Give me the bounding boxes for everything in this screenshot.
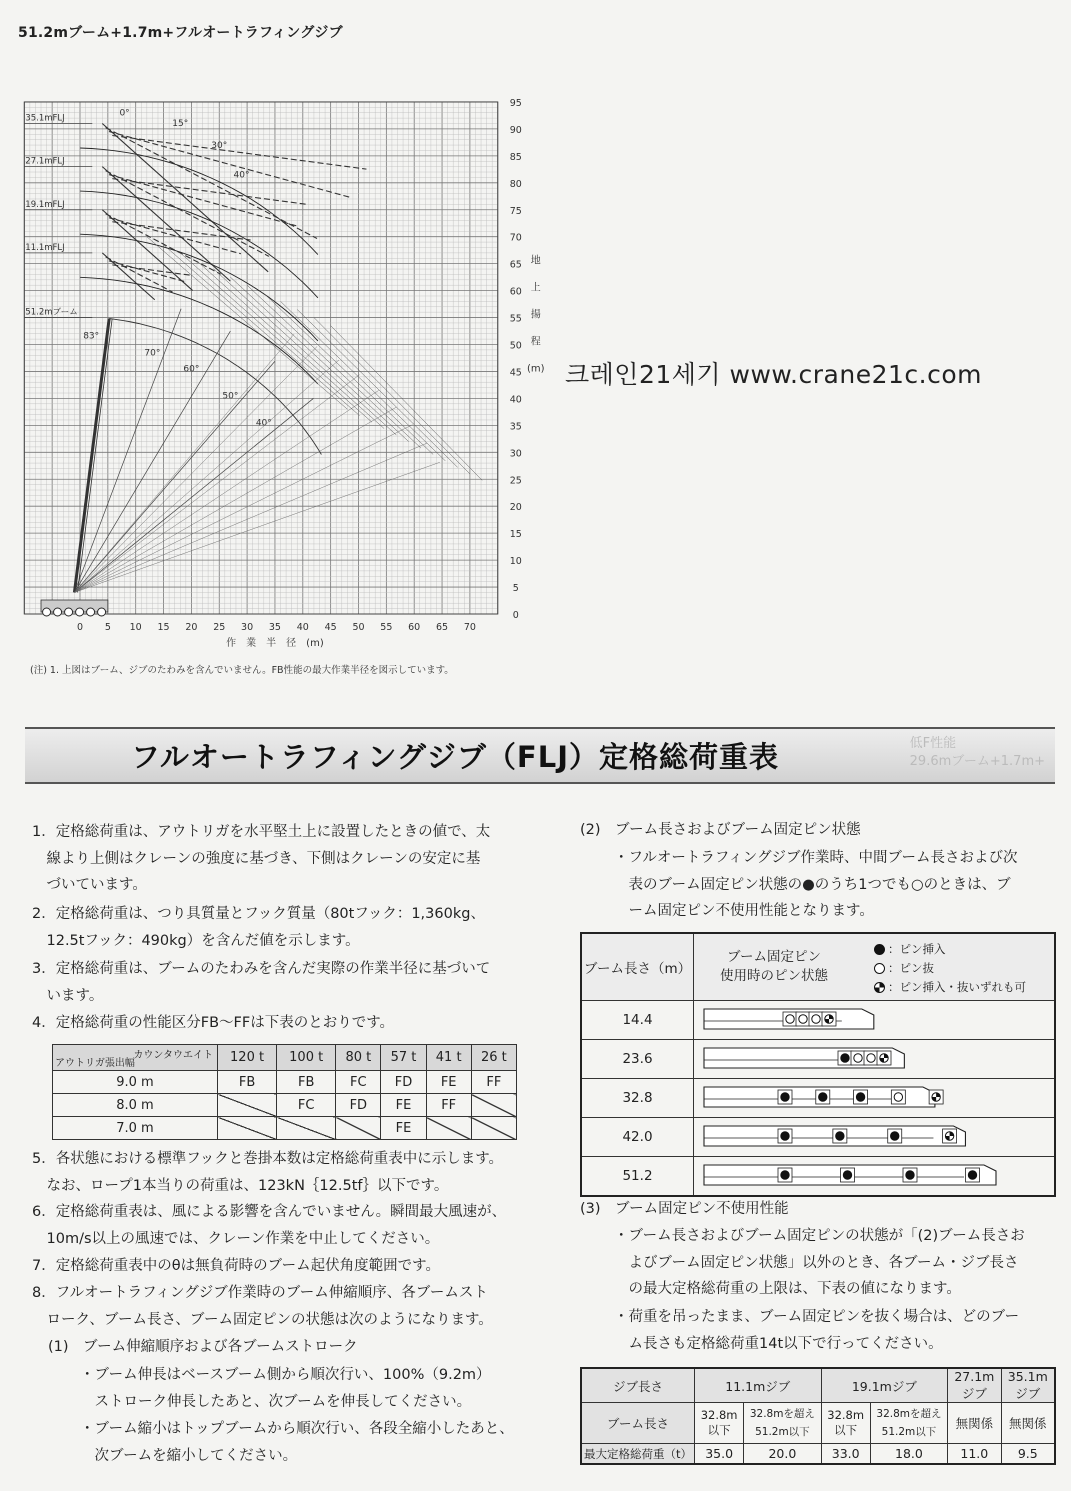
crane-wheel (43, 608, 51, 616)
x-tick-label: 15 (157, 622, 170, 633)
boom-tip-arc (109, 319, 321, 455)
perf-cell-na (471, 1094, 516, 1117)
note-3 (32, 956, 490, 1009)
note-2-line: 2．定格総荷重は、つり具質量とフック質量（80tフック：1,360kg、 (32, 906, 485, 922)
sweep-line (74, 390, 378, 592)
y-axis-label: 揚 (530, 309, 541, 321)
corner-outrigger-label: アウトリガ張出幅 (55, 1058, 135, 1069)
sub-note-3b-line: ・荷重を吊ったまま、ブーム固定ピンを抜く場合は、どのブー (614, 1309, 1020, 1325)
outrigger-row-label: 7.0 m (53, 1117, 218, 1140)
note-8-line: 8．フルオートラフィングジブ作業時のブーム伸縮順序、各ブームスト (32, 1285, 488, 1301)
note-6-line: 10m/s以上の風速では、クレーン作業を中止してください。 (32, 1230, 440, 1247)
y-tick-label: 40 (509, 394, 522, 406)
sub-note-2a-line: 表のブーム固定ピン状態の●のうち1つでも○のときは、ブ (614, 876, 1011, 893)
pin-state-header-line-2: 使用時のピン状態 (720, 968, 828, 984)
y-tick-label: 50 (509, 340, 522, 352)
x-tick-label: 0 (76, 622, 84, 633)
x-tick-label: 40 (296, 622, 309, 633)
note-1 (32, 819, 490, 899)
max-load-value: 20.0 (744, 1444, 821, 1465)
boom-angle-label: 83° (83, 331, 100, 342)
x-tick-label: 20 (185, 622, 198, 633)
y-tick-label: 15 (509, 529, 522, 541)
perf-cell: FE (426, 1071, 471, 1094)
pin-row-length: 51.2 (581, 1157, 694, 1197)
jib-line (112, 136, 366, 170)
pin-row-diagram (694, 1157, 1056, 1197)
boom-angle-label: 70° (144, 348, 161, 359)
corner-counterweight-label: カウンタウエイト (133, 1050, 213, 1061)
sub-note-3-line: (3) ブーム固定ピン不使用性能 (580, 1201, 789, 1217)
note-4-line: 4．定格総荷重の性能区分FB～FFは下表のとおりです。 (32, 1015, 395, 1031)
section-title: フルオートラフィングジブ（FLJ）定格総荷重表 (130, 740, 780, 774)
note-8 (32, 1280, 493, 1333)
max-load-value: 33.0 (821, 1444, 870, 1465)
banner-faded-line-2: 29.6mブーム+1.7m+ (909, 754, 1045, 769)
jib-angle-label: 0° (119, 108, 130, 119)
chart-note: (注) 1. 上図はブーム、ジブのたわみを含んでいません。FB性能の最大作業半径を図示しています。 (30, 665, 454, 676)
pin-inserted-icon (841, 1054, 849, 1062)
y-tick-label: 65 (509, 259, 522, 271)
crane-wheel (54, 608, 62, 616)
performance-class-table (52, 1044, 517, 1140)
pin-row-diagram (694, 1118, 1056, 1157)
y-tick-label: 95 (509, 97, 522, 109)
boom-condition: 32.8mを超え51.2m以下 (744, 1403, 821, 1444)
note-7-line: 7．定格総荷重表中のθは無負荷時のブーム起伏角度範囲です。 (32, 1258, 440, 1274)
jib-col-header: 11.1mジブ (695, 1368, 822, 1403)
pin-table-state-header (694, 933, 1056, 1001)
sub-note-3b (614, 1304, 1019, 1357)
sub-note-2a-line: ーム固定ピン不使用性能となります。 (614, 903, 874, 920)
legend-label: ：ピン挿入・抜いずれも可 (888, 980, 1026, 994)
jib-col-header: 27.1mジブ (948, 1368, 1001, 1403)
boom-angle-label: 60° (183, 364, 200, 375)
note-7 (32, 1253, 440, 1280)
x-tick-label: 70 (463, 622, 476, 633)
perf-cell-na (336, 1117, 381, 1140)
x-tick-label: 45 (324, 622, 337, 633)
pin-removed-icon (894, 1093, 902, 1101)
boom-diagram (694, 1079, 1054, 1113)
x-tick-label: 65 (436, 622, 449, 633)
pin-row-length: 14.4 (581, 1001, 694, 1040)
boom-length-label: 19.1mFLJ (25, 199, 65, 210)
pin-row-diagram (694, 1040, 1056, 1079)
legend-label: ：ピン挿入 (888, 942, 946, 956)
pin-removed-icon (867, 1054, 875, 1062)
sweep-line (331, 326, 483, 481)
sub-note-2a (614, 845, 1018, 925)
perf-cell: FD (381, 1071, 426, 1094)
note-5 (32, 1146, 503, 1199)
y-axis-label: 地 (530, 255, 541, 267)
boom-length-label: 27.1mFLJ (25, 156, 65, 167)
working-range-chart (0, 60, 560, 660)
y-axis-label: 程 (530, 336, 541, 348)
perf-cell: FF (471, 1071, 516, 1094)
pin-removed-icon (799, 1015, 807, 1023)
pin-inserted-icon (856, 1093, 864, 1101)
pin-inserted-icon (891, 1132, 899, 1140)
pin-table-length-header: ブーム長さ（m） (581, 933, 694, 1001)
boom-diagram (694, 1001, 1054, 1035)
perf-cell-na (218, 1094, 277, 1117)
pin-row-length: 32.8 (581, 1079, 694, 1118)
legend-label: ：ピン抜 (888, 961, 934, 975)
pin-removed-icon (786, 1015, 794, 1023)
jib-col-header: 19.1mジブ (821, 1368, 948, 1403)
perf-cell-na (426, 1117, 471, 1140)
note-8-line: ローク、ブーム長さ、ブーム固定ピンの状態は次のようになります。 (32, 1311, 493, 1328)
y-tick-label: 5 (512, 583, 519, 595)
y-tick-label: 25 (509, 475, 522, 487)
jib-angle-label: 30° (211, 140, 228, 151)
sweep-line (74, 425, 412, 593)
cw-header: 41 t (426, 1045, 471, 1071)
boom-length-label: 35.1mFLJ (25, 113, 65, 124)
pin-either-icon (874, 982, 885, 993)
sweep-line (247, 285, 421, 448)
boom-angle-label: 40° (255, 418, 272, 429)
pin-row-length: 23.6 (581, 1040, 694, 1079)
sub-note-1a (80, 1362, 491, 1415)
legend-either (874, 978, 1026, 997)
pin-removed-icon (854, 1054, 862, 1062)
cw-header: 26 t (471, 1045, 516, 1071)
note-3-line: 3．定格総荷重は、ブームのたわみを含んだ実際の作業半径に基づいて (32, 961, 491, 977)
main-boom-edge (77, 319, 112, 593)
boom-condition: 32.8m以下 (695, 1403, 744, 1444)
boom-length-label: 11.1mFLJ (25, 242, 65, 253)
cw-header: 120 t (218, 1045, 277, 1071)
x-tick-label: 25 (213, 622, 226, 633)
perf-table-corner (53, 1045, 218, 1071)
x-tick-label: 30 (241, 622, 254, 633)
sweep-line (297, 309, 457, 467)
y-tick-label: 90 (509, 124, 522, 136)
watermark: 크레인21세기 www.crane21c.com (565, 360, 982, 389)
boom-length-header: ブーム長さ (581, 1403, 695, 1444)
perf-cell-na (218, 1117, 277, 1140)
sweep-line (281, 301, 446, 461)
sub-note-3a (614, 1223, 1025, 1303)
sweep-line (74, 443, 427, 592)
pin-inserted-icon (819, 1093, 827, 1101)
note-2 (32, 901, 485, 954)
perf-cell: FB (277, 1071, 336, 1094)
y-tick-label: 70 (509, 232, 522, 244)
pin-removed-icon (812, 1015, 820, 1023)
boom-pin-table (580, 932, 1056, 1197)
crane-wheel (76, 608, 84, 616)
x-tick-label: 55 (380, 622, 393, 633)
sub-note-1a-line: ストローク伸長したあと、次ブームを伸長してください。 (80, 1393, 472, 1410)
perf-cell: FC (336, 1071, 381, 1094)
y-tick-label: 55 (509, 313, 522, 325)
perf-cell: FD (336, 1094, 381, 1117)
sweep-line (214, 269, 397, 435)
banner-faded-text (910, 735, 1045, 771)
sub-note-3 (580, 1196, 789, 1223)
crane-wheel (65, 608, 73, 616)
jib-length-header: ジブ長さ (581, 1368, 695, 1403)
boom-angle-line (74, 309, 181, 593)
jib-max-load-table (580, 1367, 1056, 1465)
y-tick-label: 0 (512, 610, 519, 621)
y-tick-label: 60 (509, 286, 522, 298)
x-tick-label: 50 (352, 622, 365, 633)
x-tick-label: 10 (129, 622, 142, 633)
pin-state-header-line-1: ブーム固定ピン (726, 949, 822, 965)
jib-col-header: 35.1mジブ (1001, 1368, 1055, 1403)
y-tick-label: 75 (509, 205, 522, 217)
y-tick-label: 30 (509, 448, 522, 460)
sub-note-3a-line: よびブーム固定ピン状態」以外のとき、各ブーム・ジブ長さ (614, 1254, 1019, 1271)
note-1-line: 線より上側はクレーンの強度に基づき、下側はクレーンの安定に基 (32, 850, 481, 867)
perf-cell: FE (381, 1117, 426, 1140)
pin-inserted-icon (843, 1171, 851, 1179)
pin-inserted-icon (781, 1093, 789, 1101)
boom-condition: 無関係 (1001, 1403, 1055, 1444)
note-6 (32, 1199, 506, 1252)
boom-angle-label: 50° (222, 391, 239, 402)
boom-length-label: 51.2mブーム (25, 307, 78, 318)
legend-inserted (874, 940, 1026, 959)
section-banner (25, 727, 1055, 784)
note-1-line: づいています。 (32, 877, 147, 894)
sub-note-3a-line: の最大定格総荷重の上限は、下表の値になります。 (614, 1281, 961, 1298)
perf-cell: FC (277, 1094, 336, 1117)
boom-condition: 無関係 (948, 1403, 1001, 1444)
sweep-line (74, 407, 396, 592)
note-1-line: 1．定格総荷重は、アウトリガを水平堅土上に設置したときの値で、太 (32, 824, 491, 840)
y-tick-label: 35 (509, 421, 522, 433)
boom-condition: 32.8mを超え51.2m以下 (870, 1403, 947, 1444)
y-axis-label: (m) (526, 363, 545, 375)
sweep-line (164, 245, 360, 416)
sub-note-3a-line: ・ブーム長さおよびブーム固定ピンの状態が「(2)ブーム長さお (614, 1228, 1025, 1244)
x-tick-label: 35 (268, 622, 281, 633)
pin-row-diagram (694, 1079, 1056, 1118)
note-2-line: 12.5tフック：490kg）を含んだ値を示します。 (32, 932, 360, 949)
note-5-line: なお、ロープ1本当りの荷重は、123kN｛12.5tf｝以下です。 (32, 1177, 449, 1194)
legend-removed (874, 959, 1026, 978)
cw-header: 80 t (336, 1045, 381, 1071)
boom-diagram (694, 1118, 1054, 1152)
note-5-line: 5．各状態における標準フックと巻掛本数は定格総荷重表中に示します。 (32, 1151, 504, 1167)
x-axis-label: 作 業 半 径 (m) (226, 638, 324, 649)
sub-note-1a-line: ・ブーム伸長はベースブーム側から順次行い、100%（9.2m） (80, 1367, 491, 1383)
sweep-line (74, 360, 339, 592)
note-6-line: 6．定格総荷重表は、風による影響を含んでいません。瞬間最大風速が、 (32, 1204, 507, 1220)
pin-inserted-icon (874, 944, 885, 955)
boom-diagram (694, 1157, 1054, 1191)
max-load-value: 35.0 (695, 1444, 744, 1465)
max-load-value: 18.0 (870, 1444, 947, 1465)
chart-title: 51.2mブーム+1.7m+フルオートラフィングジブ (18, 25, 343, 41)
pin-row-diagram (694, 1001, 1056, 1040)
perf-cell: FE (381, 1094, 426, 1117)
sub-note-1-line: (1) ブーム伸縮順序および各ブームストローク (48, 1339, 358, 1355)
outrigger-row-label: 8.0 m (53, 1094, 218, 1117)
sub-note-3b-line: ム長さも定格総荷重14t以下で行ってください。 (614, 1335, 943, 1352)
crane-wheel (87, 608, 95, 616)
y-tick-label: 10 (509, 556, 522, 568)
pin-inserted-icon (836, 1132, 844, 1140)
sweep-line (74, 462, 439, 592)
sub-note-2a-line: ・フルオートラフィングジブ作業時、中間ブーム長さおよび次 (614, 850, 1018, 866)
max-load-header: 最大定格総荷重（t） (581, 1444, 695, 1465)
jib-line (102, 124, 268, 272)
max-load-value: 11.0 (948, 1444, 1001, 1465)
note-4 (32, 1010, 394, 1037)
pin-inserted-icon (781, 1171, 789, 1179)
crane-wheel (98, 608, 106, 616)
jib-angle-label: 40° (233, 170, 250, 181)
pin-row-length: 42.0 (581, 1118, 694, 1157)
y-tick-label: 20 (509, 502, 522, 514)
perf-cell: FF (426, 1094, 471, 1117)
pin-inserted-icon (968, 1171, 976, 1179)
x-tick-label: 5 (104, 622, 111, 633)
boom-diagram (694, 1040, 1054, 1074)
pin-inserted-icon (781, 1132, 789, 1140)
sub-note-1 (48, 1334, 358, 1361)
sub-note-2 (580, 817, 861, 844)
max-load-value: 9.5 (1001, 1444, 1055, 1465)
boom-condition: 32.8m以下 (821, 1403, 870, 1444)
sub-note-1b-line: ・ブーム縮小はトップブームから順次行い、各段全縮小したあと、 (80, 1421, 514, 1437)
outrigger-row-label: 9.0 m (53, 1071, 218, 1094)
pin-removed-icon (874, 963, 885, 974)
sub-note-2-line: (2) ブーム長さおよびブーム固定ピン状態 (580, 822, 861, 838)
x-tick-label: 60 (408, 622, 421, 633)
pin-state-header-text (704, 948, 844, 986)
jib-angle-label: 15° (172, 119, 189, 130)
y-tick-label: 45 (509, 367, 522, 379)
perf-cell: FB (218, 1071, 277, 1094)
banner-faded-line-1: 低F性能 (909, 736, 957, 751)
note-3-line: います。 (32, 987, 104, 1004)
y-tick-label: 80 (509, 178, 522, 190)
perf-cell-na (277, 1117, 336, 1140)
sub-note-1b-line: 次ブームを縮小してください。 (80, 1447, 298, 1464)
perf-cell-na (471, 1117, 516, 1140)
pin-legend (874, 940, 1026, 997)
y-axis-label: 上 (530, 282, 541, 294)
pin-inserted-icon (906, 1171, 914, 1179)
y-tick-label: 85 (509, 151, 522, 163)
cw-header: 100 t (277, 1045, 336, 1071)
cw-header: 57 t (381, 1045, 426, 1071)
sub-note-1b (80, 1416, 514, 1469)
